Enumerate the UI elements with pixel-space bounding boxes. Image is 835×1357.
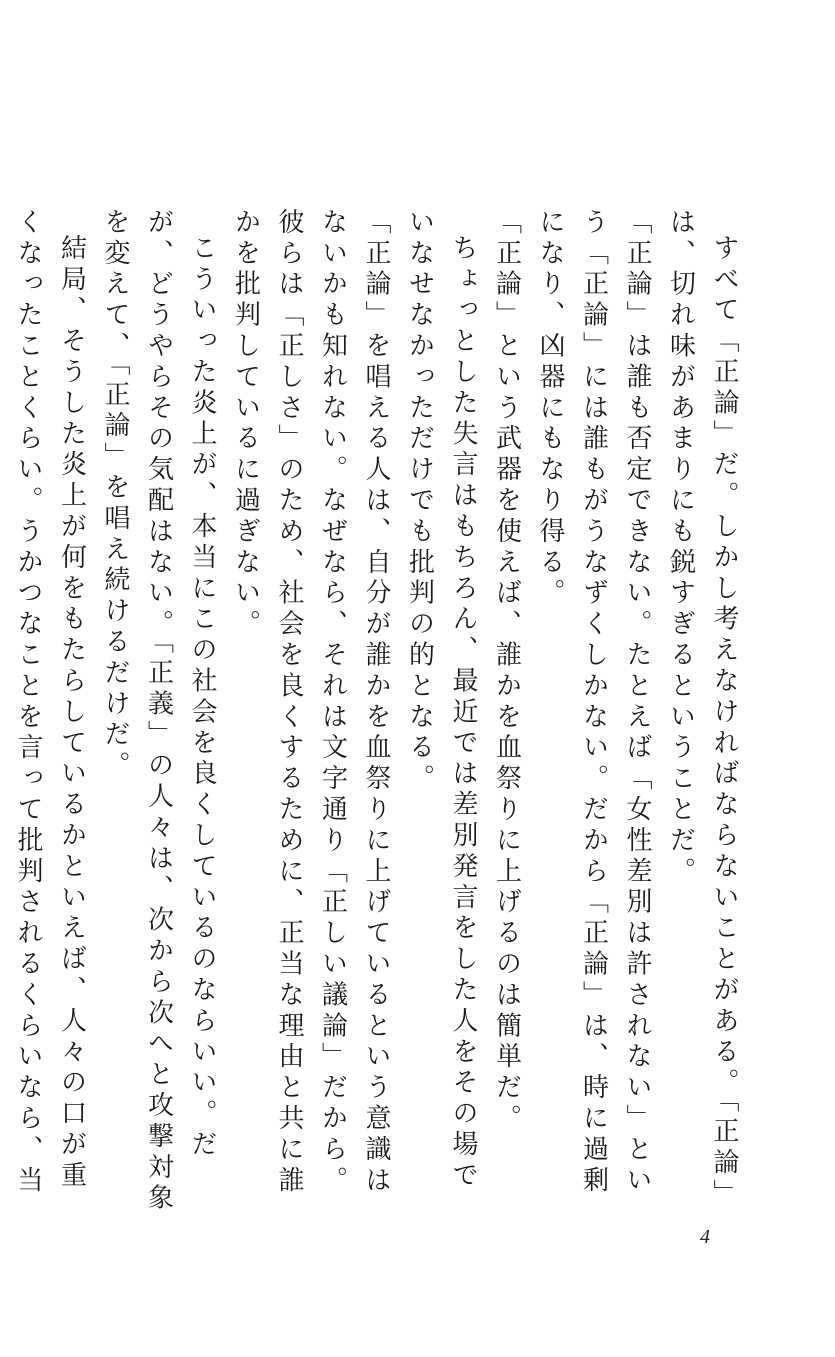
page-number: 4 [700,1226,710,1248]
paragraph: こういった炎上が、本当にこの社会を良くしているのならいい。だが、どうやらその気配はない。「正義」の人々は、次から次へと攻撃対象を変えて、「正論」を唱え続けるだけだ。 [100,208,217,1215]
paragraph: 「正論」は誰も否定できない。たとえば「女性差別は許されない」という「正論」には誰もがうなずくしかない。だから「正論」は、時に過剰になり、凶器にもなり得る。 [535,208,652,1197]
paragraph: すべて「正論」だ。しかし考えなければならないことがある。「正論」は、切れ味があまりにも鋭すぎるということだ。 [665,208,739,1210]
vertical-text-body [13,208,745,1218]
paragraph: 「正論」を唱える人は、自分が誰かを血祭りに上げているという意識はないかも知れない。なぜなら、それは文字通り「正しい議論」だから。彼らは「正しさ」のため、社会を良くするために、正当な理由と共に誰かを批判しているに過ぎない。 [230,208,391,1197]
paragraph: 結局、そうした炎上が何をもたらしているかといえば、人々の口が重くなったことくらい。うかつなことを言って批判されるくらいなら、当 [13,208,87,1197]
paragraph: ちょっとした失言はもちろん、最近では差別発言をした人をその場でいなせなかっただけでも批判の的となる。 [404,208,478,1192]
paragraph: 「正論」という武器を使えば、誰かを血祭りに上げるのは簡単だ。 [491,208,522,1135]
